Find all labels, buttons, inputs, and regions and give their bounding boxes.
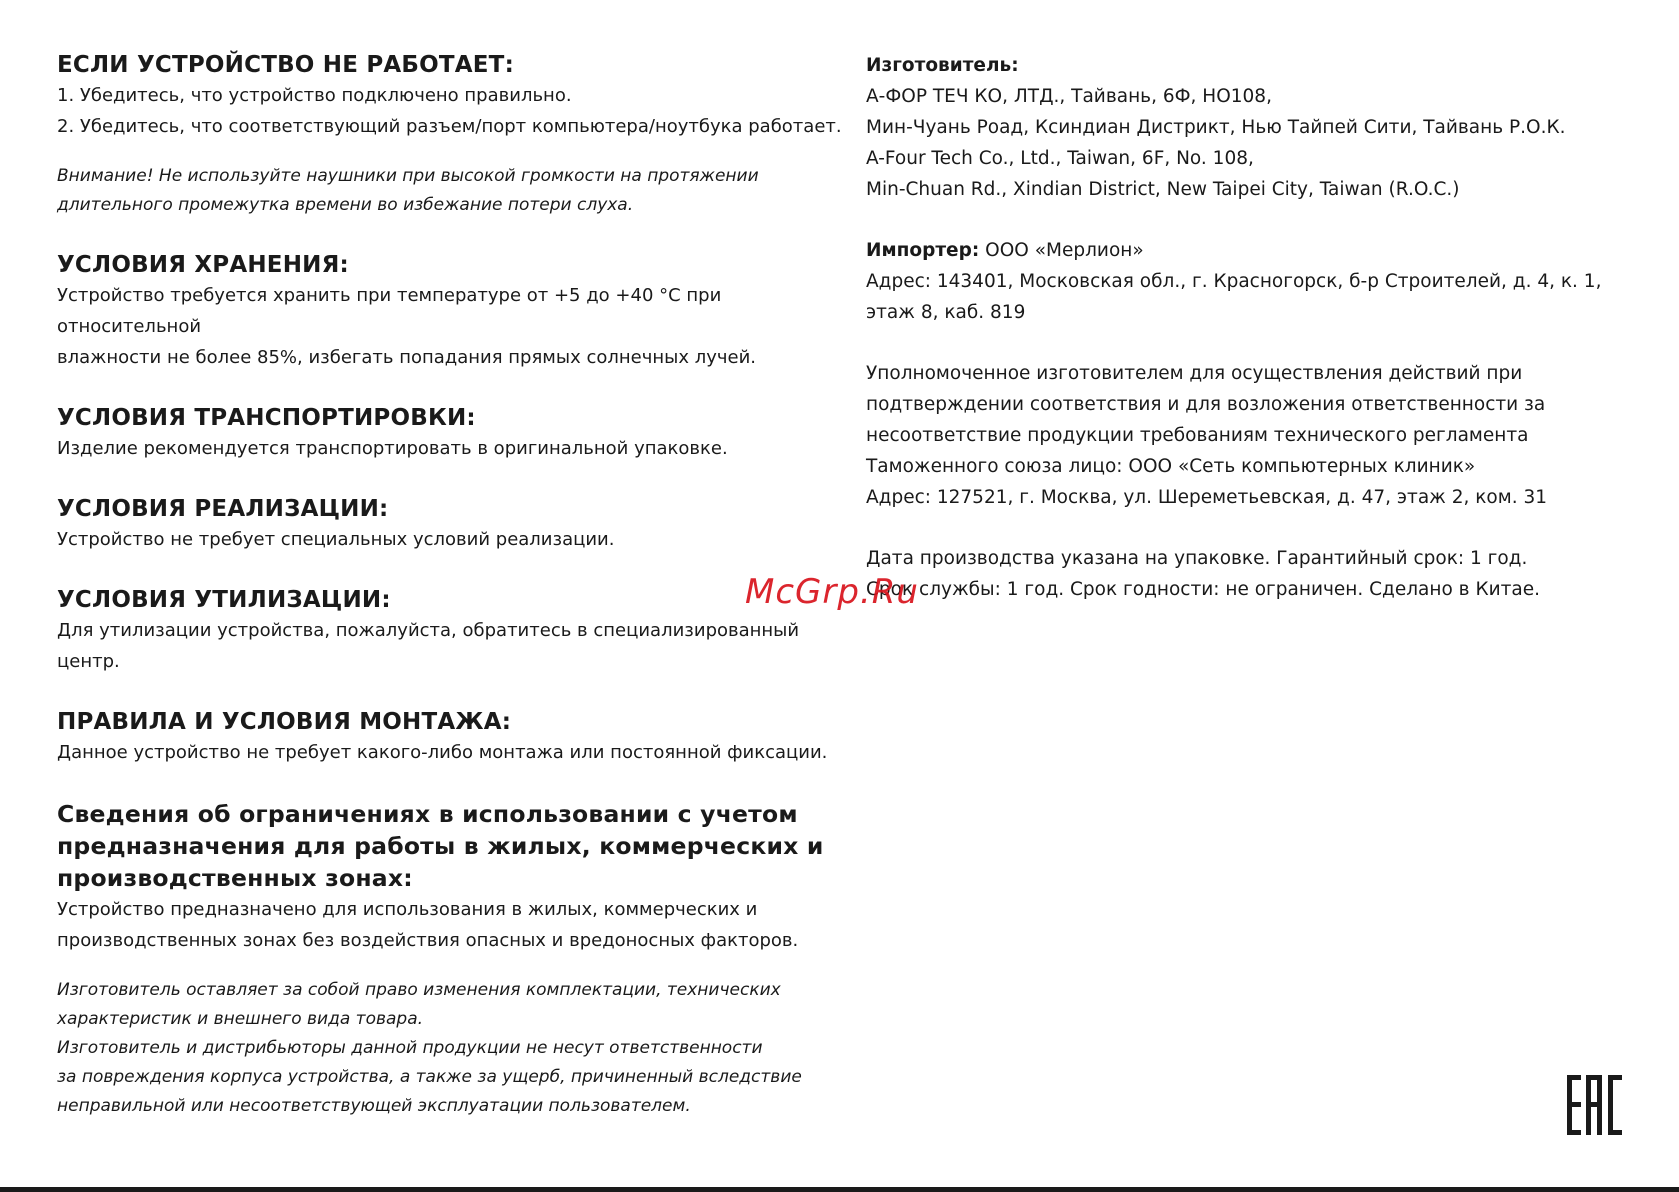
- authorized-line-4: Таможенного союза лицо: ООО «Сеть компьютерных клиник»: [866, 456, 1476, 477]
- disclaimer-line-2: характеристик и внешнего вида товара.: [57, 1009, 424, 1029]
- disclaimer-line-1: Изготовитель оставляет за собой право изменения комплектации, технических: [57, 980, 781, 1000]
- importer-label: Импортер:: [866, 240, 980, 261]
- section-title-disposal: УСЛОВИЯ УТИЛИЗАЦИИ:: [57, 587, 391, 613]
- importer-line: [866, 235, 1666, 266]
- section-title-transport: УСЛОВИЯ ТРАНСПОРТИРОВКИ:: [57, 405, 476, 431]
- transport-text: Изделие рекомендуется транспортировать в оригинальной упаковке.: [57, 438, 728, 459]
- section-title-storage: УСЛОВИЯ ХРАНЕНИЯ:: [57, 252, 349, 278]
- manufacturer-line-4: Min-Chuan Rd., Xindian District, New Taipei City, Taiwan (R.O.C.): [866, 179, 1460, 200]
- disposal-text: Для утилизации устройства, пожалуйста, обратитесь в специализированный центр.: [57, 620, 800, 672]
- manufacturer-label: Изготовитель:: [866, 55, 1019, 76]
- importer-address-2: этаж 8, каб. 819: [866, 302, 1026, 323]
- eac-mark-icon: [1567, 1075, 1625, 1135]
- importer-address-1: Адрес: 143401, Московская обл., г. Красногорск, б-р Строителей, д. 4, к. 1,: [866, 271, 1602, 292]
- bottom-rule: [0, 1187, 1679, 1192]
- restrictions-title-line-2: предназначения для работы в жилых, коммерческих и: [57, 832, 824, 860]
- storage-line-1: Устройство требуется хранить при температуре от +5 до +40 °С при относительной: [57, 285, 722, 337]
- manufacturer-line-1: А-ФОР ТЕЧ КО, ЛТД., Тайвань, 6Ф, НО108,: [866, 86, 1272, 107]
- left-column: [57, 50, 857, 1121]
- restrictions-line-2: производственных зонах без воздействия опасных и вредоносных факторов.: [57, 930, 799, 951]
- section-title-sale: УСЛОВИЯ РЕАЛИЗАЦИИ:: [57, 496, 389, 522]
- not-working-step-1: 1. Убедитесь, что устройство подключено правильно.: [57, 85, 572, 106]
- restrictions-title-line-1: Сведения об ограничениях в использовании с учетом: [57, 800, 798, 828]
- not-working-step-2: 2. Убедитесь, что соответствующий разъем/порт компьютера/ноутбука работает.: [57, 116, 842, 137]
- watermark-text: McGrp.Ru: [745, 572, 919, 612]
- warning-line-1: Внимание! Не используйте наушники при высокой громкости на протяжении: [57, 166, 759, 186]
- disclaimer-line-4: за повреждения корпуса устройства, а также за ущерб, причиненный вследствие: [57, 1067, 802, 1087]
- authorized-line-2: подтверждении соответствия и для возложения ответственности за: [866, 394, 1546, 415]
- restrictions-title-line-3: производственных зонах:: [57, 864, 413, 892]
- sale-text: Устройство не требует специальных условий реализации.: [57, 529, 615, 550]
- production-line-2: Срок службы: 1 год. Срок годности: не ограничен. Сделано в Китае.: [866, 579, 1541, 600]
- authorized-line-3: несоответствие продукции требованиям технического регламента: [866, 425, 1529, 446]
- authorized-line-5: Адрес: 127521, г. Москва, ул. Шереметьевская, д. 47, этаж 2, ком. 31: [866, 487, 1547, 508]
- authorized-line-1: Уполномоченное изготовителем для осуществления действий при: [866, 363, 1523, 384]
- production-line-1: Дата производства указана на упаковке. Гарантийный срок: 1 год.: [866, 548, 1528, 569]
- storage-line-2: влажности не более 85%, избегать попадания прямых солнечных лучей.: [57, 347, 756, 368]
- section-title-mounting: ПРАВИЛА И УСЛОВИЯ МОНТАЖА:: [57, 709, 512, 735]
- manufacturer-line-2: Мин-Чуань Роад, Ксиндиан Дистрикт, Нью Тайпей Сити, Тайвань Р.О.К.: [866, 117, 1566, 138]
- warning-line-2: длительного промежутка времени во избежание потери слуха.: [57, 195, 634, 215]
- right-column: [866, 50, 1666, 605]
- mounting-text: Данное устройство не требует какого-либо монтажа или постоянной фиксации.: [57, 742, 828, 763]
- restrictions-line-1: Устройство предназначено для использования в жилых, коммерческих и: [57, 899, 758, 920]
- manufacturer-line-3: A-Four Tech Co., Ltd., Taiwan, 6F, No. 108,: [866, 148, 1254, 169]
- disclaimer-line-3: Изготовитель и дистрибьюторы данной продукции не несут ответственности: [57, 1038, 763, 1058]
- importer-name: ООО «Мерлион»: [979, 240, 1144, 261]
- disclaimer-line-5: неправильной или несоответствующей эксплуатации пользователем.: [57, 1096, 691, 1116]
- section-title-not-working: ЕСЛИ УСТРОЙСТВО НЕ РАБОТАЕТ:: [57, 52, 514, 78]
